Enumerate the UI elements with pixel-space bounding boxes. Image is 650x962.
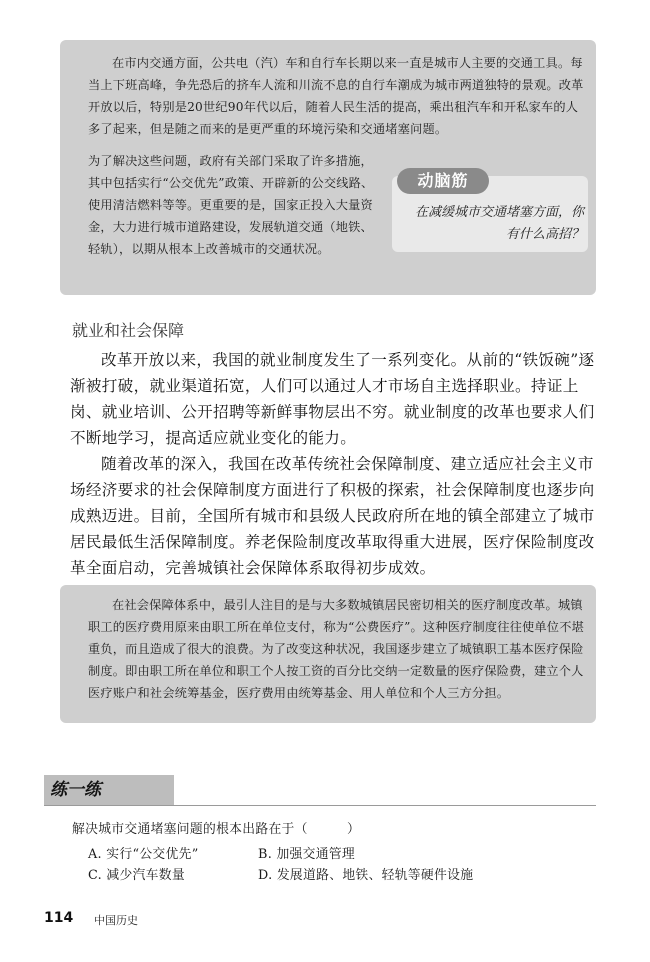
think-question: 在减缓城市交通堵塞方面，你有什么高招？	[414, 205, 584, 242]
option-c: C. 减少汽车数量	[88, 868, 185, 883]
section-body	[70, 347, 598, 581]
practice-divider	[44, 805, 596, 806]
option-a: A. 实行“公交优先”	[88, 847, 199, 862]
think-tag: 动脑筋	[397, 168, 489, 194]
option-b: B. 加强交通管理	[258, 847, 356, 862]
body-paragraph-social-security: 随着改革的深入，我国在改革传统社会保障制度、建立适应社会主义市场经济要求的社会保障制度方面进行了积极的探索，社会保障制度也逐步向成熟迈进。目前，全国所有城市和县级人民政府所在地的镇全部建立了城市居民最低生活保障制度。养老保险制度改革取得重大进展，医疗保险制度改革全面启动，完善城镇社会保障体系取得初步成效。	[70, 455, 595, 577]
book-title: 中国历史	[94, 914, 138, 927]
reading-paragraph-measures: 为了解决这些问题，政府有关部门采取了许多措施，其中包括实行“公交优先”政策、开辟新的公交线路、使用清洁燃料等等。更重要的是，国家正投入大量资金，大力进行城市道路建设，发展轨道交通（地铁、轻轨），以期从根本上改善城市的交通状况。	[88, 154, 374, 256]
practice-title: 练一练	[50, 780, 101, 800]
reading-paragraph-medical: 在社会保障体系中，最引人注目的是与大多数城镇居民密切相关的医疗制度改革。城镇职工的医疗费用原来由职工所在单位支付，称为“公费医疗”。这种医疗制度往往使单位不堪重负，而且造成了很大的浪费。为了改变这种状况，我国逐步建立了城镇职工基本医疗保险制度。即由职工所在单位和职工个人按工资的百分比交纳一定数量的医疗保险费，建立个人医疗账户和社会统筹基金，医疗费用由统筹基金、用人单位和个人三方分担。	[88, 598, 584, 700]
option-d: D. 发展道路、地铁、轻轨等硬件设施	[258, 868, 474, 883]
section-heading: 就业和社会保障	[72, 321, 185, 340]
reading-paragraph-traffic: 在市内交通方面，公共电（汽）车和自行车长期以来一直是城市人主要的交通工具。每当上下班高峰，争先恐后的挤车人流和川流不息的自行车潮成为城市两道独特的景观。改革开放以后，特别是20世纪90年代以后，随着人民生活的提高，乘出租汽车和开私家车的人多了起来，但是随之而来的是更严重的环境污染和交通堵塞问题。	[88, 56, 584, 136]
page-number: 114	[44, 910, 74, 926]
practice-question: 解决城市交通堵塞问题的根本出路在于（ ）	[72, 822, 361, 837]
body-paragraph-employment: 改革开放以来，我国的就业制度发生了一系列变化。从前的“铁饭碗”逐渐被打破，就业渠道拓宽，人们可以通过人才市场自主选择职业。持证上岗、就业培训、公开招聘等新鲜事物层出不穷。就业制度的改革也要求人们不断地学习，提高适应就业变化的能力。	[70, 351, 595, 447]
